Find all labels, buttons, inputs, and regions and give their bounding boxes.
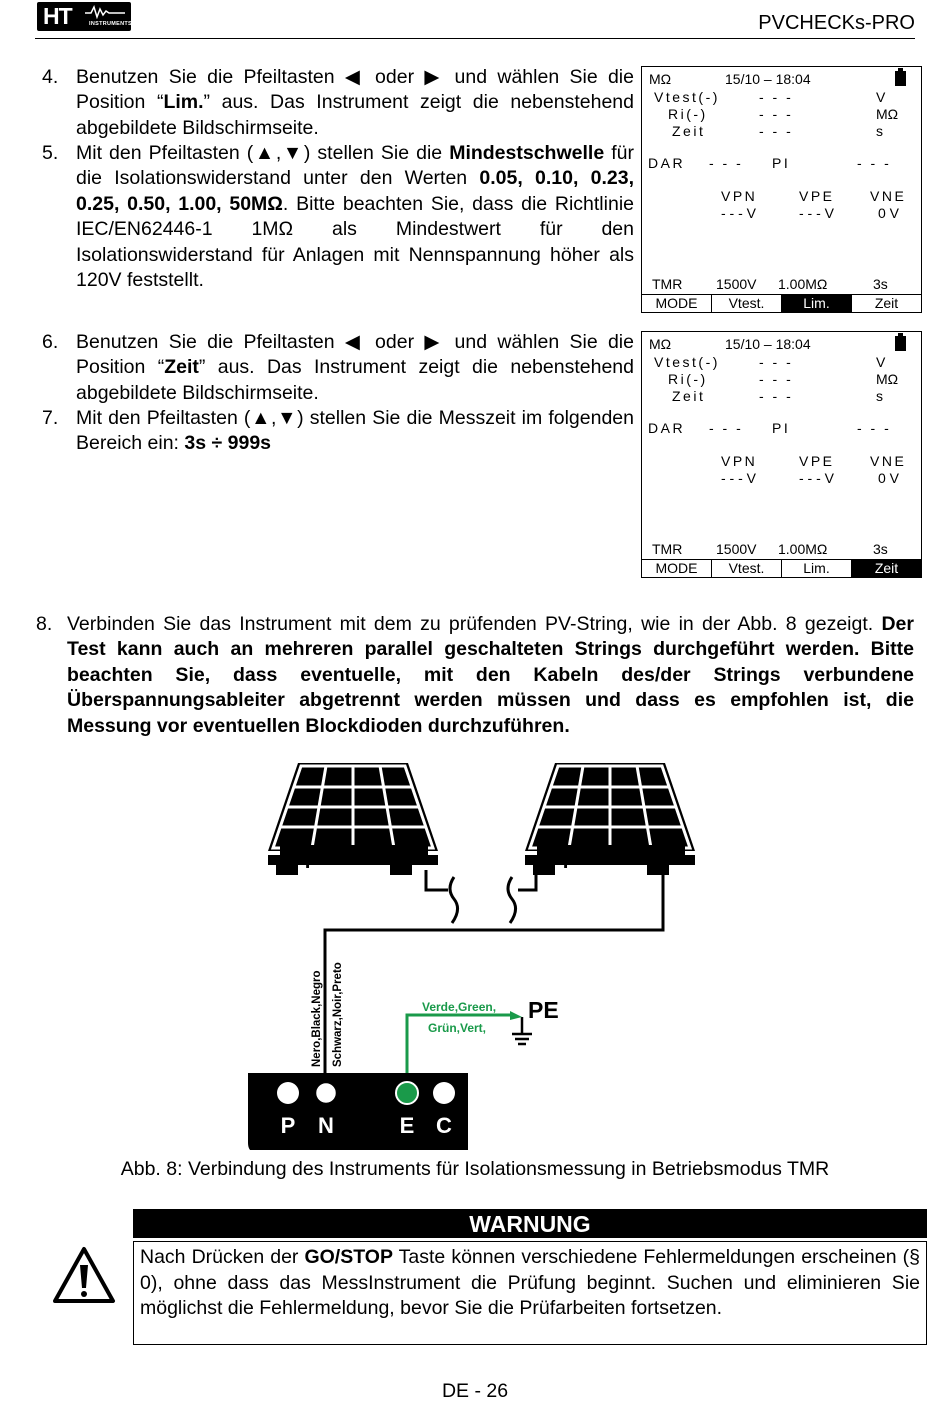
lcd-pi-value: - - - xyxy=(857,420,892,436)
step-text: Verbinden Sie das Instrument mit dem zu prüfenden PV-String, wie in der Abb. 8 gezeigt. Der Test kann auch an mehreren parallel geschalteten Strings durchgeführt werden. Bitte beachten Sie, dass eventuelle, mit den Kabeln des/der Strings verbundene Überspannungsableiter abgetrennt werden müssen und dass es empfohlen ist, die Messung vor eventuellen Blockdioden durchzuführen. xyxy=(67,613,914,737)
lcd-row-label: Ri(-) xyxy=(668,371,708,387)
lcd-row-unit: MΩ xyxy=(876,106,899,122)
lcd-status-voltage: 1500V xyxy=(716,276,757,292)
lcd-row-value: - - - xyxy=(759,371,794,387)
page-number: DE - 26 xyxy=(441,1380,509,1402)
terminal-label-c: C xyxy=(436,1113,452,1138)
softkey-lim[interactable]: Lim. xyxy=(781,560,851,577)
lcd-vpe-label: VPE xyxy=(799,453,835,469)
lcd-vne-value: 0 V xyxy=(878,205,900,221)
cable-label-green-2: Grün,Vert, xyxy=(428,1021,487,1035)
cable-label-black-2: Schwarz,Noir,Preto xyxy=(332,962,344,1067)
document-title: PVCHECKs-PRO xyxy=(758,12,915,34)
warning-triangle-icon xyxy=(52,1246,116,1304)
softkey-mode[interactable]: MODE xyxy=(655,560,698,576)
lcd-row-value: - - - xyxy=(759,388,794,404)
lcd-row-value: - - - xyxy=(759,89,794,105)
lcd-vne-value: 0 V xyxy=(878,470,900,486)
lcd-unit: MΩ xyxy=(649,336,672,352)
pv-panel-right xyxy=(525,763,695,875)
lcd-status-time: 3s xyxy=(873,541,888,557)
lcd-row-label: Vtest(-) xyxy=(654,354,720,370)
instrument-terminals xyxy=(248,1073,468,1150)
logo-text: HT xyxy=(43,3,72,29)
lcd-screen-zeit xyxy=(641,331,922,578)
lcd-softkeys xyxy=(642,559,921,577)
lcd-row-value: - - - xyxy=(759,354,794,370)
warning-title: WARNUNG xyxy=(133,1209,927,1238)
ht-logo xyxy=(37,2,131,31)
lcd-vpn-label: VPN xyxy=(721,188,758,204)
step-text: Mit den Pfeiltasten (▲,▼) stellen Sie die Mindestschwelle für die Isolationswiderstand unter den Werten 0.05, 0.10, 0.23, 0.25, 0.50, 1.00, 50MΩ. Bitte beachten Sie, dass die Richtlinie IEC/EN62446-1 1MΩ als Mindestwert für den Isolationswiderstand für Anlagen mit Nennspannung höher als 120V feststellt. xyxy=(76,142,634,292)
softkey-zeit[interactable]: Zeit xyxy=(851,295,921,312)
terminal-label-p: P xyxy=(280,1113,296,1138)
step-text: Benutzen Sie die Pfeiltasten ◀ oder ▶ und wählen Sie die Position “Zeit” aus. Das Instrument zeigt die nebenstehend abgebildete Bildschirmseite. xyxy=(76,331,634,404)
lcd-row-unit: MΩ xyxy=(876,371,899,387)
softkey-vtest[interactable]: Vtest. xyxy=(711,295,781,312)
lcd-datetime: 15/10 – 18:04 xyxy=(725,71,811,87)
lcd-status-mode: TMR xyxy=(652,276,683,292)
lcd-pi-label: PI xyxy=(772,155,791,171)
step-number: 4. xyxy=(42,66,59,88)
softkey-lim[interactable]: Lim. xyxy=(781,295,851,312)
logo-wave-icon xyxy=(85,5,125,19)
lcd-vpn-value: - - - V xyxy=(721,205,756,221)
lcd-status-time: 3s xyxy=(873,276,888,292)
minus-sign: − xyxy=(640,846,657,877)
lcd-vpn-value: - - - V xyxy=(721,470,756,486)
cable-label-black-1: Nero,Black,Negro xyxy=(311,970,323,1067)
lcd-row-unit: s xyxy=(876,123,883,139)
lcd-row-value: - - - xyxy=(759,106,794,122)
lcd-status-limit: 1.00MΩ xyxy=(778,276,828,292)
lcd-status-mode: TMR xyxy=(652,541,683,557)
pv-connection-diagram xyxy=(240,755,720,1150)
terminal-label-e: E xyxy=(399,1113,415,1138)
warning-box xyxy=(133,1241,927,1345)
step-text: Mit den Pfeiltasten (▲,▼) stellen Sie die Messzeit im folgenden Bereich ein: 3s ÷ 999s xyxy=(76,407,634,455)
lcd-row-label: Ri(-) xyxy=(668,106,708,122)
minus-sign: − xyxy=(383,846,400,877)
lcd-datetime: 15/10 – 18:04 xyxy=(725,336,811,352)
softkey-zeit[interactable]: Zeit xyxy=(851,560,921,577)
lcd-row-unit: V xyxy=(876,89,886,105)
lcd-unit: MΩ xyxy=(649,71,672,87)
plus-sign: + xyxy=(300,846,316,876)
lcd-row-unit: s xyxy=(876,388,883,404)
cable-label-green-1: Verde,Green, xyxy=(422,1000,497,1014)
lcd-row-label: Vtest(-) xyxy=(654,89,720,105)
lcd-softkeys xyxy=(642,294,921,312)
lcd-vpn-label: VPN xyxy=(721,453,758,469)
softkey-vtest[interactable]: Vtest. xyxy=(711,560,781,577)
pe-label: PE xyxy=(528,997,559,1023)
lcd-row-unit: V xyxy=(876,354,886,370)
lcd-pi-label: PI xyxy=(772,420,791,436)
pv-panel-left xyxy=(268,763,438,875)
logo-subtext: INSTRUMENTS xyxy=(89,21,133,27)
lcd-status-limit: 1.00MΩ xyxy=(778,541,828,557)
lcd-row-value: - - - xyxy=(759,123,794,139)
lcd-row-label: Zeit xyxy=(672,388,706,404)
battery-icon xyxy=(895,71,906,86)
lcd-status-voltage: 1500V xyxy=(716,541,757,557)
lcd-dar-value: - - - xyxy=(709,155,744,171)
lcd-screen-lim xyxy=(641,66,922,313)
lcd-dar-label: DAR xyxy=(648,155,686,171)
lcd-vne-label: VNE xyxy=(870,453,907,469)
step-number: 8. xyxy=(36,613,53,635)
battery-icon xyxy=(895,336,906,351)
lcd-pi-value: - - - xyxy=(857,155,892,171)
step-number: 5. xyxy=(42,142,59,164)
header-divider xyxy=(35,38,915,39)
lcd-dar-label: DAR xyxy=(648,420,686,436)
lcd-row-label: Zeit xyxy=(672,123,706,139)
lcd-vpe-value: - - - V xyxy=(799,205,834,221)
lcd-vne-label: VNE xyxy=(870,188,907,204)
lcd-dar-value: - - - xyxy=(709,420,744,436)
lcd-vpe-value: - - - V xyxy=(799,470,834,486)
step-text: Benutzen Sie die Pfeiltasten ◀ oder ▶ und wählen Sie die Position “Lim.” aus. Das Instrument zeigt die nebenstehend abgebildete Bildschirmseite. xyxy=(76,66,634,139)
warning-text: Nach Drücken der GO/STOP Taste können verschiedene Fehlermeldungen erscheinen (§ 0), ohne dass das MessInstrument die Prüfung beginnt. Suchen und eliminieren Sie möglichst die Fehlermeldung, bevor Sie die Prüfarbeiten fortsetzen. xyxy=(140,1246,920,1319)
figure-caption: Abb. 8: Verbindung des Instruments für Isolationsmessung in Betriebsmodus TMR xyxy=(120,1158,830,1180)
step-number: 7. xyxy=(42,407,59,429)
step-number: 6. xyxy=(42,331,59,353)
softkey-mode[interactable]: MODE xyxy=(655,295,698,311)
plus-sign: + xyxy=(558,846,574,876)
terminal-label-n: N xyxy=(318,1113,334,1138)
lcd-vpe-label: VPE xyxy=(799,188,835,204)
